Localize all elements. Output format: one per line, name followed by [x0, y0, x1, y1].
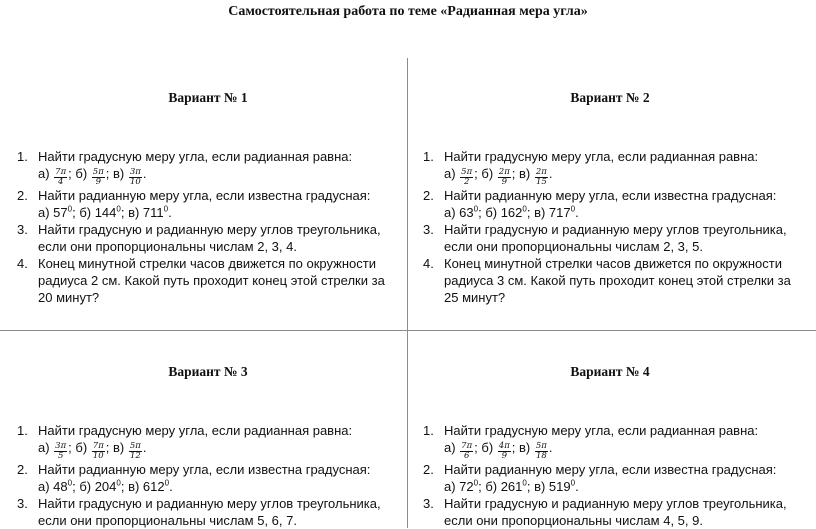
fraction-a: $\frac{5\pi}{2}$ — [461, 167, 473, 187]
task-3 — [14, 495, 394, 529]
variant-title: Вариант № 4 — [570, 364, 650, 379]
task-text: Найти градусную меру угла, если радианная равна: — [38, 149, 353, 164]
task-number: 3. — [17, 222, 28, 237]
task-text: Найти градусную и радианную меру углов треугольника, если они пропорциональны числам 2, 3, 4. — [38, 222, 381, 254]
task-list — [420, 422, 800, 529]
task-text: Найти градусную и радианную меру углов треугольника, если они пропорциональны числам 5, 6, 7. — [38, 496, 381, 528]
vertical-divider — [407, 58, 408, 528]
task-text: Найти радианную меру угла, если известна градусная: — [38, 188, 371, 203]
task-1 — [420, 148, 800, 187]
task-text: Найти радианную меру угла, если известна градусная: — [38, 462, 371, 477]
task-1-options: а) $\frac{5\pi}{2}$ ; б) $\frac{2\pi}{9}$ ; в) $\frac{2\pi}{15}$ . — [444, 166, 553, 187]
fraction-c: $\frac{3\pi}{10}$ — [129, 167, 141, 187]
fraction-b: $\frac{4\pi}{9}$ — [498, 441, 510, 461]
task-number: 1. — [423, 423, 434, 438]
task-2 — [14, 187, 394, 221]
task-1-options: а) $\frac{7\pi}{6}$ ; б) $\frac{4\pi}{9}$ ; в) $\frac{5\pi}{18}$ . — [444, 440, 553, 461]
task-list — [14, 148, 394, 306]
task-number: 1. — [423, 149, 434, 164]
task-3 — [14, 221, 394, 255]
horizontal-divider — [0, 330, 816, 331]
task-text: Найти градусную меру угла, если радианная равна: — [444, 423, 759, 438]
task-number: 3. — [17, 496, 28, 511]
task-1 — [14, 422, 394, 461]
task-2-options: а) $72^0$; б) $261^0$; в) $519^0$. — [444, 478, 579, 494]
task-2-options: а) $48^0$; б) $204^0$; в) $612^0$. — [38, 478, 173, 494]
task-text: Найти радианную меру угла, если известна градусная: — [444, 462, 777, 477]
task-3 — [420, 221, 800, 255]
variant-title: Вариант № 2 — [570, 90, 650, 105]
task-number: 3. — [423, 222, 434, 237]
task-text: Найти радианную меру угла, если известна градусная: — [444, 188, 777, 203]
task-4 — [14, 255, 394, 306]
task-4 — [420, 255, 800, 306]
fraction-b: $\frac{5\pi}{9}$ — [92, 167, 104, 187]
task-2 — [14, 461, 394, 495]
task-1-options: а) $\frac{3\pi}{5}$ ; б) $\frac{7\pi}{10}$ ; в) $\frac{5\pi}{12}$ . — [38, 440, 147, 461]
fraction-b: $\frac{2\pi}{9}$ — [498, 167, 510, 187]
task-number: 1. — [17, 149, 28, 164]
task-list — [420, 148, 800, 306]
fraction-c: $\frac{5\pi}{12}$ — [129, 441, 141, 461]
task-1 — [420, 422, 800, 461]
task-text: Конец минутной стрелки часов движется по окружности радиуса 2 см. Какой путь проходит конец этой стрелки за 20 минут? — [38, 256, 385, 305]
task-2-options: а) $63^0$; б) $162^0$; в) $717^0$. — [444, 204, 579, 220]
variant-title: Вариант № 1 — [168, 90, 248, 105]
task-text: Конец минутной стрелки часов движется по окружности радиуса 3 см. Какой путь проходит конец этой стрелки за 25 минут? — [444, 256, 791, 305]
worksheet-title: Самостоятельная работа по теме «Радианная мера угла» — [228, 4, 588, 19]
fraction-a: $\frac{7\pi}{6}$ — [461, 441, 473, 461]
task-number: 1. — [17, 423, 28, 438]
task-number: 3. — [423, 496, 434, 511]
task-number: 4. — [17, 256, 28, 271]
task-1-options: а) $\frac{7\pi}{4}$ ; б) $\frac{5\pi}{9}$ ; в) $\frac{3\pi}{10}$ . — [38, 166, 147, 187]
task-1 — [14, 148, 394, 187]
task-text: Найти градусную и радианную меру углов треугольника, если они пропорциональны числам 2, 3, 5. — [444, 222, 787, 254]
task-3 — [420, 495, 800, 529]
fraction-a: $\frac{7\pi}{4}$ — [55, 167, 67, 187]
task-2 — [420, 461, 800, 495]
task-number: 4. — [423, 256, 434, 271]
task-number: 2. — [17, 462, 28, 477]
task-text: Найти градусную меру угла, если радианная равна: — [38, 423, 353, 438]
task-text: Найти градусную и радианную меру углов треугольника, если они пропорциональны числам 4, 5, 9. — [444, 496, 787, 528]
fraction-c: $\frac{5\pi}{18}$ — [535, 441, 547, 461]
task-number: 2. — [423, 462, 434, 477]
variant-title: Вариант № 3 — [168, 364, 248, 379]
task-2 — [420, 187, 800, 221]
task-text: Найти градусную меру угла, если радианная равна: — [444, 149, 759, 164]
task-number: 2. — [17, 188, 28, 203]
fraction-c: $\frac{2\pi}{15}$ — [535, 167, 547, 187]
task-number: 2. — [423, 188, 434, 203]
task-2-options: а) $57^0$; б) $144^0$; в) $711^0$. — [38, 204, 172, 220]
fraction-b: $\frac{7\pi}{10}$ — [92, 441, 104, 461]
task-list — [14, 422, 394, 529]
fraction-a: $\frac{3\pi}{5}$ — [55, 441, 67, 461]
